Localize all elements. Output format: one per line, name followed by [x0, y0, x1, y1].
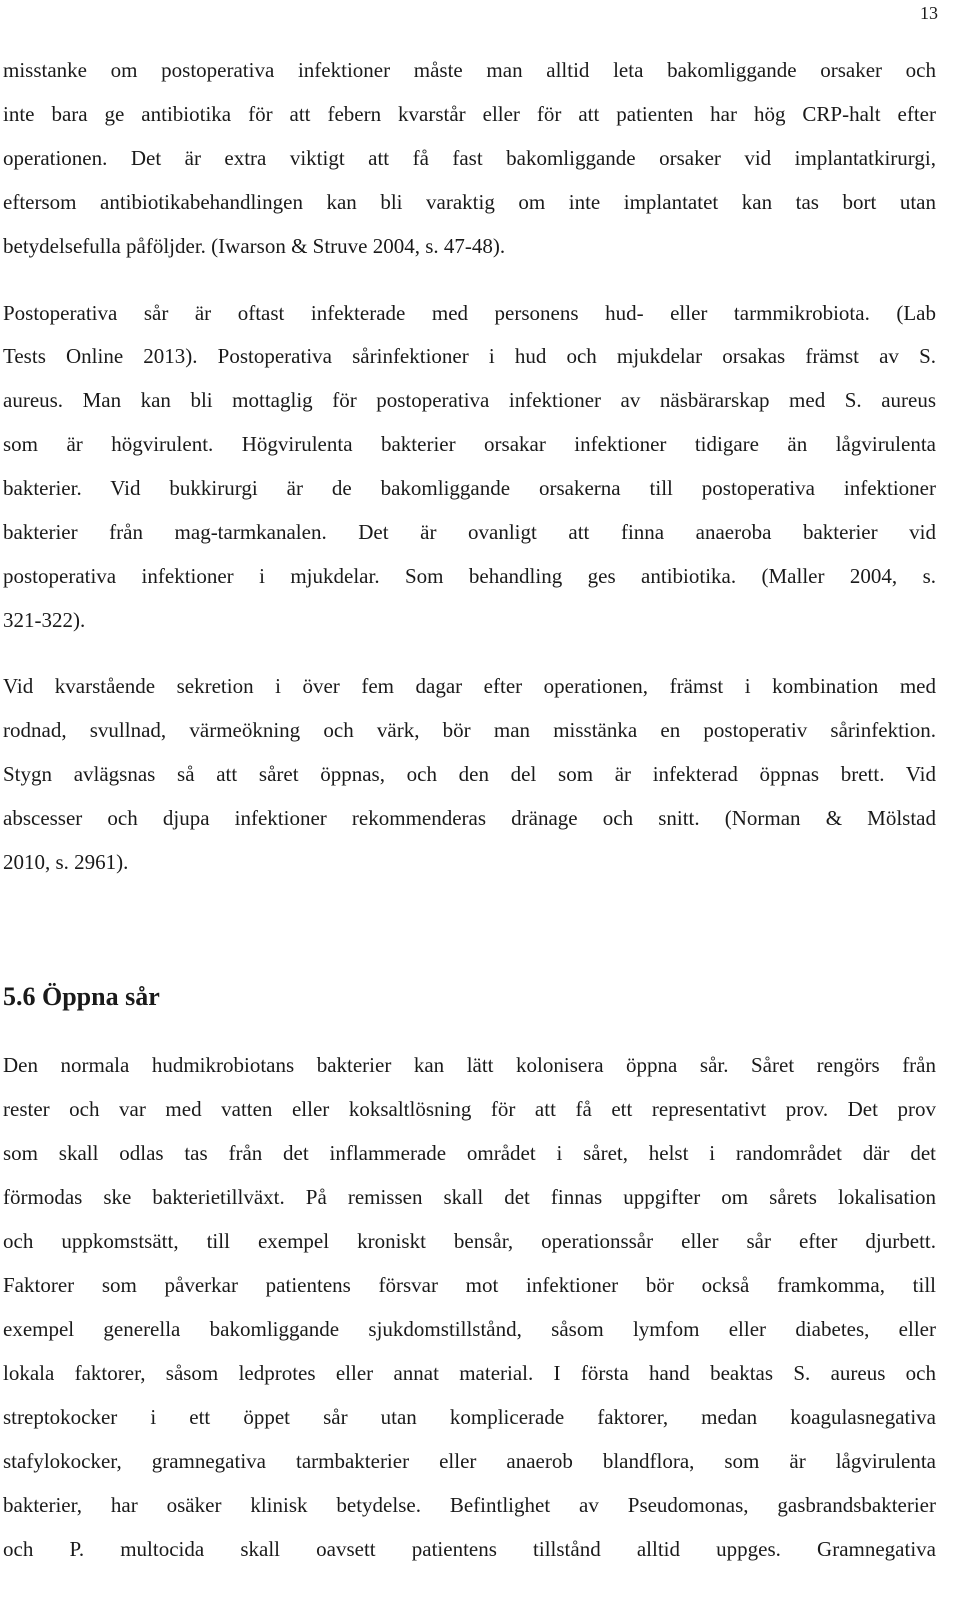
paragraph-line: 2010, s. 2961).: [3, 850, 129, 874]
paragraph-line: rodnad, svullnad, värmeökning och värk, bör man misstänka en postoperativ sårinfektion.: [3, 718, 936, 742]
paragraph-line: Stygn avlägsnas så att såret öppnas, och den del som är infekterad öppnas brett. Vid: [3, 762, 936, 786]
paragraph-line: Den normala hudmikrobiotans bakterier kan lätt kolonisera öppna sår. Såret rengörs från: [3, 1053, 936, 1077]
paragraph-line: abscesser och djupa infektioner rekommenderas dränage och snitt. (Norman & Mölstad: [3, 806, 936, 830]
paragraph-line: och P. multocida skall oavsett patientens tillstånd alltid uppges. Gramnegativa: [3, 1537, 936, 1561]
paragraph-line: Postoperativa sår är oftast infekterade med personens hud- eller tarmmikrobiota. (Lab: [3, 301, 936, 325]
paragraph-line: aureus. Man kan bli mottaglig för postoperativa infektioner av näsbärarskap med S. aureus: [3, 388, 936, 412]
paragraph-line: bakterier. Vid bukkirurgi är de bakomliggande orsakerna till postoperativa infektioner: [3, 476, 936, 500]
page-number: 13: [920, 3, 938, 23]
paragraph-line: Vid kvarstående sekretion i över fem dagar efter operationen, främst i kombination med: [3, 674, 936, 698]
paragraph-line: operationen. Det är extra viktigt att få fast bakomliggande orsaker vid implantatkirurgi,: [3, 146, 936, 170]
paragraph-line: lokala faktorer, såsom ledprotes eller annat material. I första hand beaktas S. aureus och: [3, 1361, 936, 1385]
paragraph-line: som skall odlas tas från det inflammerade området i såret, helst i randområdet där det: [3, 1141, 936, 1165]
paragraph-line: misstanke om postoperativa infektioner måste man alltid leta bakomliggande orsaker och: [3, 58, 936, 82]
paragraph-line: förmodas ske bakterietillväxt. På remissen skall det finnas uppgifter om sårets lokalisation: [3, 1185, 936, 1209]
paragraph-line: exempel generella bakomliggande sjukdomstillstånd, såsom lymfom eller diabetes, eller: [3, 1317, 936, 1341]
paragraph-line: postoperativa infektioner i mjukdelar. Som behandling ges antibiotika. (Maller 2004, s.: [3, 564, 936, 588]
paragraph-line: 321-322).: [3, 608, 86, 632]
paragraph-line: rester och var med vatten eller koksaltlösning för att få ett representativt prov. Det prov: [3, 1097, 936, 1121]
paragraph-line: Tests Online 2013). Postoperativa sårinfektioner i hud och mjukdelar orsakas främst av S.: [3, 344, 936, 368]
paragraph-line: betydelsefulla påföljder. (Iwarson & Struve 2004, s. 47-48).: [3, 234, 506, 258]
paragraph-line: som är högvirulent. Högvirulenta bakterier orsakar infektioner tidigare än lågvirulenta: [3, 432, 936, 456]
paragraph-line: eftersom antibiotikabehandlingen kan bli varaktig om inte implantatet kan tas bort utan: [3, 190, 936, 214]
paragraph-line: stafylokocker, gramnegativa tarmbakterier eller anaerob blandflora, som är lågvirulenta: [3, 1449, 936, 1473]
paragraph-line: bakterier från mag-tarmkanalen. Det är ovanligt att finna anaeroba bakterier vid: [3, 520, 936, 544]
paragraph-line: inte bara ge antibiotika för att febern kvarstår eller för att patienten har hög CRP-halt efter: [3, 102, 936, 126]
section-heading: 5.6 Öppna sår: [3, 982, 160, 1011]
paragraph-line: bakterier, har osäker klinisk betydelse. Befintlighet av Pseudomonas, gasbrandsbakterier: [3, 1493, 936, 1517]
paragraph-line: streptokocker i ett öppet sår utan komplicerade faktorer, medan koagulasnegativa: [3, 1405, 936, 1429]
paragraph-line: Faktorer som påverkar patientens försvar mot infektioner bör också framkomma, till: [3, 1273, 936, 1297]
paragraph-line: och uppkomstsätt, till exempel kroniskt bensår, operationssår eller sår efter djurbett.: [3, 1229, 936, 1253]
